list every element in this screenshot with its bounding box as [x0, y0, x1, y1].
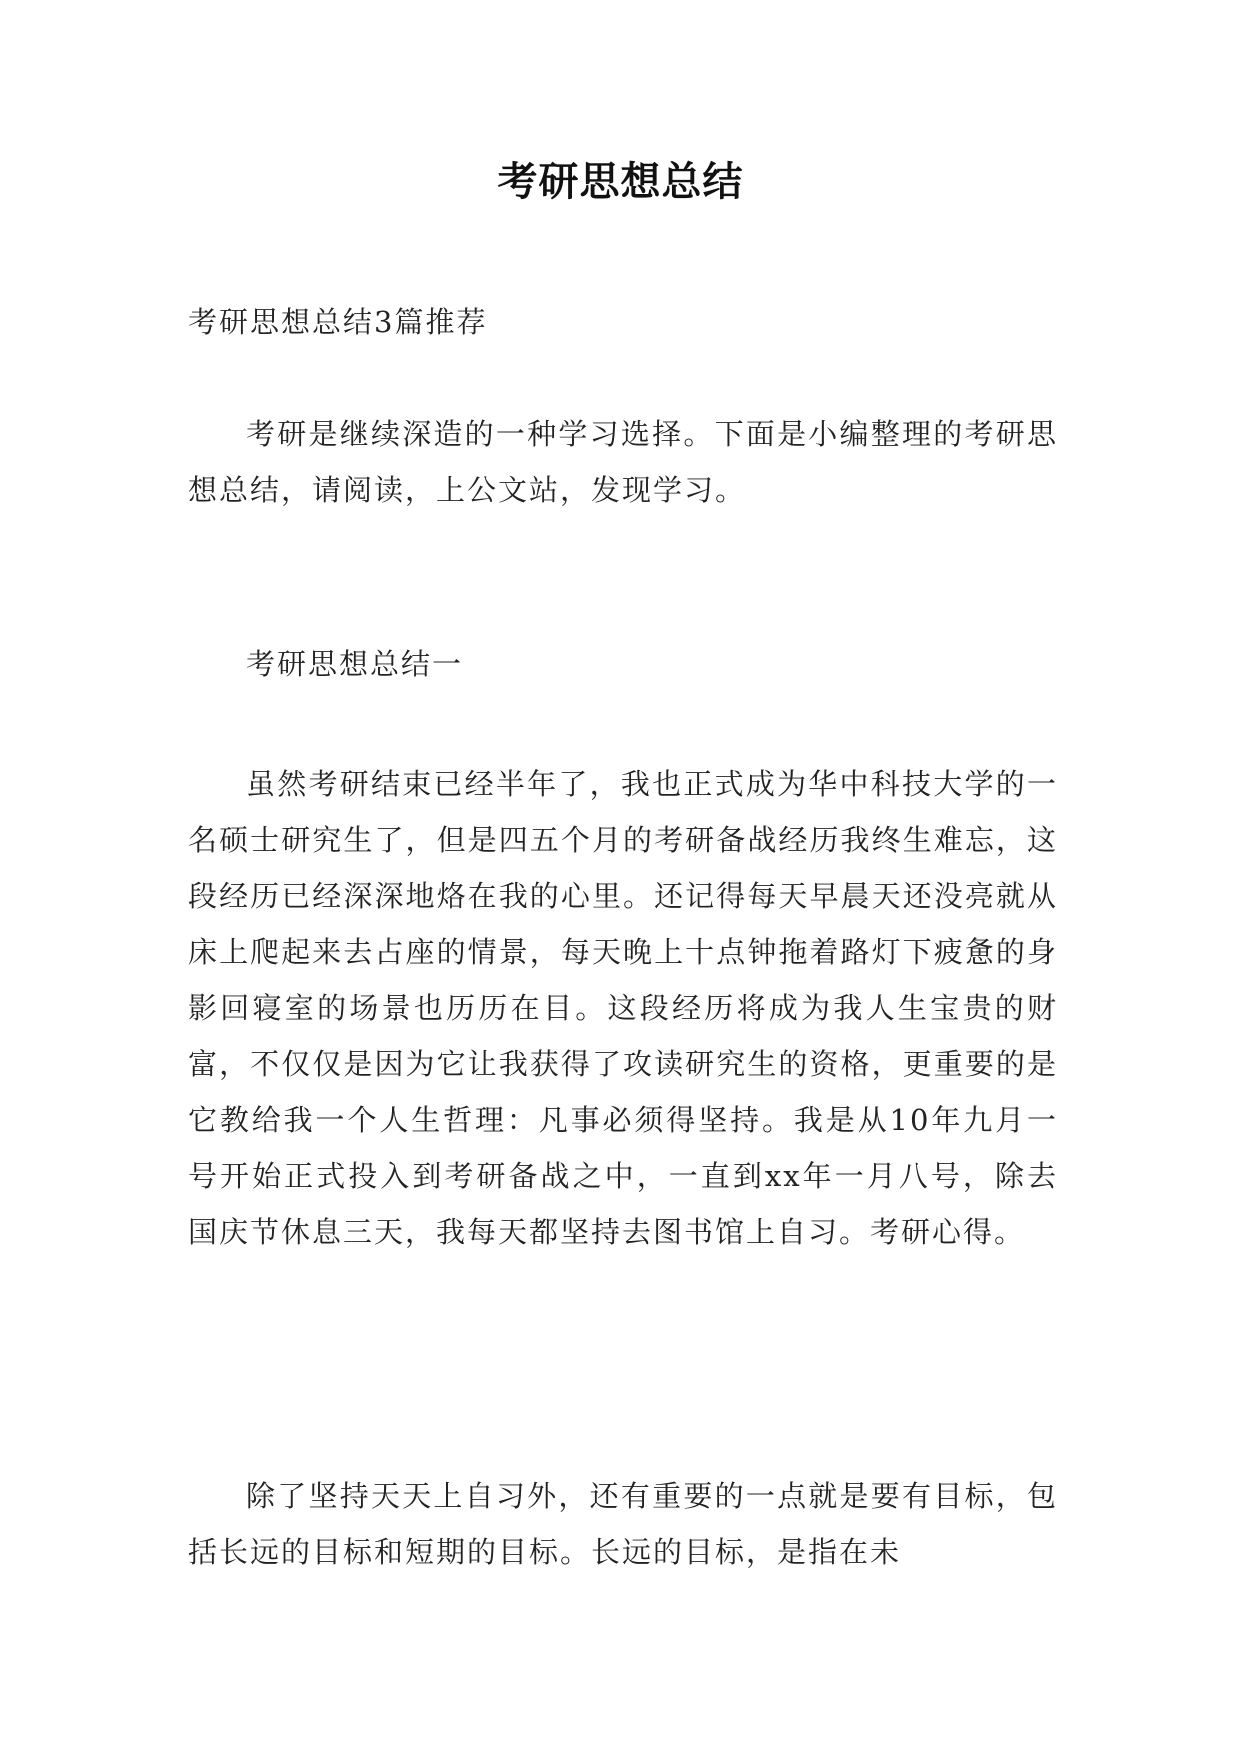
document-subtitle: 考研思想总结3篇推荐: [188, 305, 488, 339]
intro-paragraph: 考研是继续深造的一种学习选择。下面是小编整理的考研思想总结，请阅读，上公文站，发现学习。: [188, 417, 1058, 507]
section-heading: 考研思想总结一: [246, 647, 464, 681]
document-title: 考研思想总结: [497, 158, 744, 205]
body-paragraph: 除了坚持天天上自习外，还有重要的一点就是要有目标，包括长远的目标和短期的目标。长远的目标，是指在未: [188, 1479, 1058, 1569]
body-paragraph: 虽然考研结束已经半年了，我也正式成为华中科技大学的一名硕士研究生了，但是四五个月的考研备战经历我终生难忘，这段经历已经深深地烙在我的心里。还记得每天早晨天还没亮就从床上爬起来去占座的情景，每天晚上十点钟拖着路灯下疲惫的身影回寝室的场景也历历在目。这段经历将成为我人生宝贵的财富，不仅仅是因为它让我获得了攻读研究生的资格，更重要的是它教给我一个人生哲理：凡事必须得坚持。我是从10年九月一号开始正式投入到考研备战之中，一直到xx年一月八号，除去国庆节休息三天，我每天都坚持去图书馆上自习。考研心得。: [188, 767, 1058, 1249]
